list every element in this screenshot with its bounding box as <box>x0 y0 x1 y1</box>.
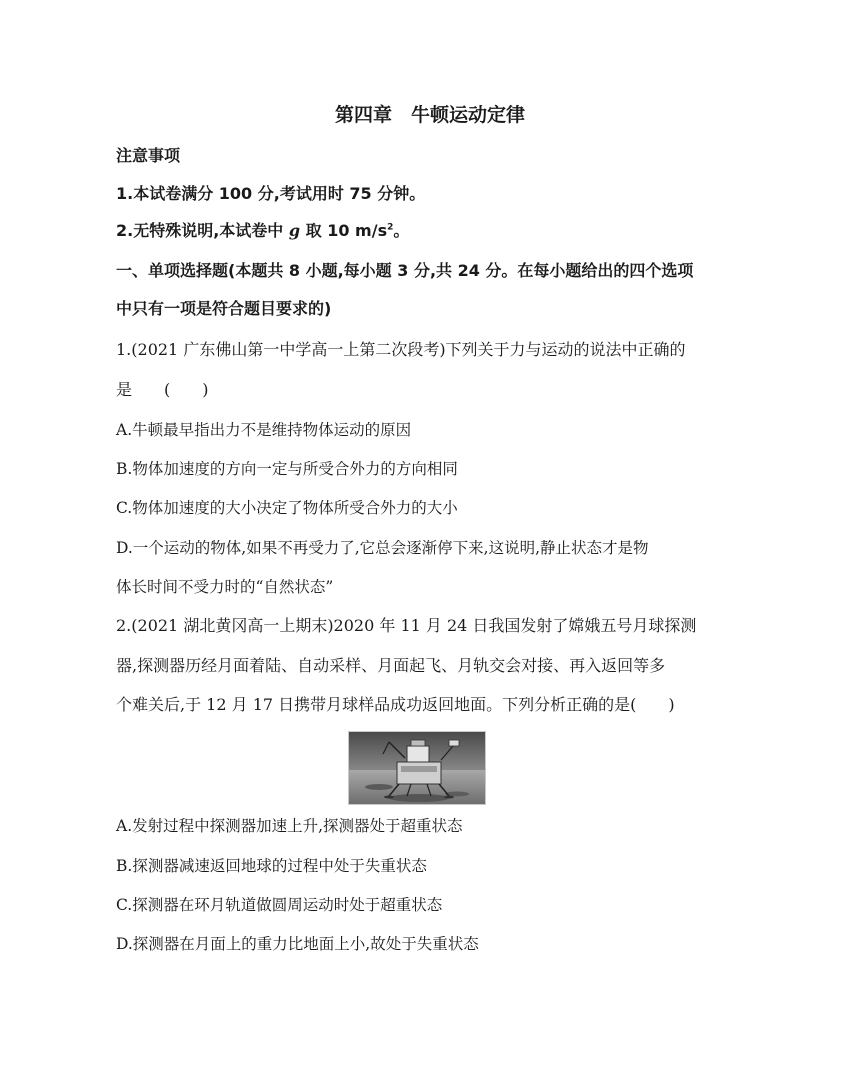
notice-heading: 注意事项 <box>116 146 181 165</box>
q1-stem-line-2: 是 ( ) <box>116 380 209 399</box>
unit-exponent: 2 <box>387 222 394 233</box>
q1-option-a: A.牛顿最早指出力不是维持物体运动的原因 <box>116 421 412 439</box>
gravity-variable: g <box>288 221 301 240</box>
q1-option-b: B.物体加速度的方向一定与所受合外力的方向相同 <box>116 460 458 478</box>
q2-option-d: D.探测器在月面上的重力比地面上小,故处于失重状态 <box>116 935 479 953</box>
section-1-heading-line-2: 中只有一项是符合题目要求的) <box>116 299 332 318</box>
notice-item-2-value: 取 10 m/s <box>305 221 388 240</box>
notice-item-2-suffix: 。 <box>393 221 410 240</box>
q2-option-c: C.探测器在环月轨道做圆周运动时处于超重状态 <box>116 896 443 914</box>
q2-stem-line-1: 2.(2021 湖北黄冈高一上期末)2020 年 11 月 24 日我国发射了嫦娥五号月球探测 <box>116 616 697 635</box>
q1-option-d-line-2: 体长时间不受力时的“自然状态” <box>116 578 334 596</box>
q2-option-a: A.发射过程中探测器加速上升,探测器处于超重状态 <box>116 817 463 835</box>
notice-item-2 <box>116 220 409 242</box>
notice-item-1: 1.本试卷满分 100 分,考试用时 75 分钟。 <box>116 184 426 203</box>
q2-stem-line-2: 器,探测器历经月面着陆、自动采样、月面起飞、月轨交会对接、再入返回等多 <box>116 656 666 675</box>
q2-stem-line-3: 个难关后,于 12 月 17 日携带月球样品成功返回地面。下列分析正确的是( ) <box>116 695 675 714</box>
q2-option-b: B.探测器减速返回地球的过程中处于失重状态 <box>116 857 427 875</box>
q1-option-c: C.物体加速度的大小决定了物体所受合外力的大小 <box>116 499 458 517</box>
chapter-title: 第四章 牛顿运动定律 <box>334 104 525 126</box>
lunar-lander-photo <box>348 731 486 805</box>
q1-option-d-line-1: D.一个运动的物体,如果不再受力了,它总会逐渐停下来,这说明,静止状态才是物 <box>116 539 649 557</box>
q1-stem-line-1: 1.(2021 广东佛山第一中学高一上第二次段考)下列关于力与运动的说法中正确的 <box>116 340 686 359</box>
notice-item-2-prefix: 2.无特殊说明,本试卷中 <box>116 221 284 240</box>
section-1-heading-line-1: 一、单项选择题(本题共 8 小题,每小题 3 分,共 24 分。在每小题给出的四个选项 <box>116 261 694 280</box>
